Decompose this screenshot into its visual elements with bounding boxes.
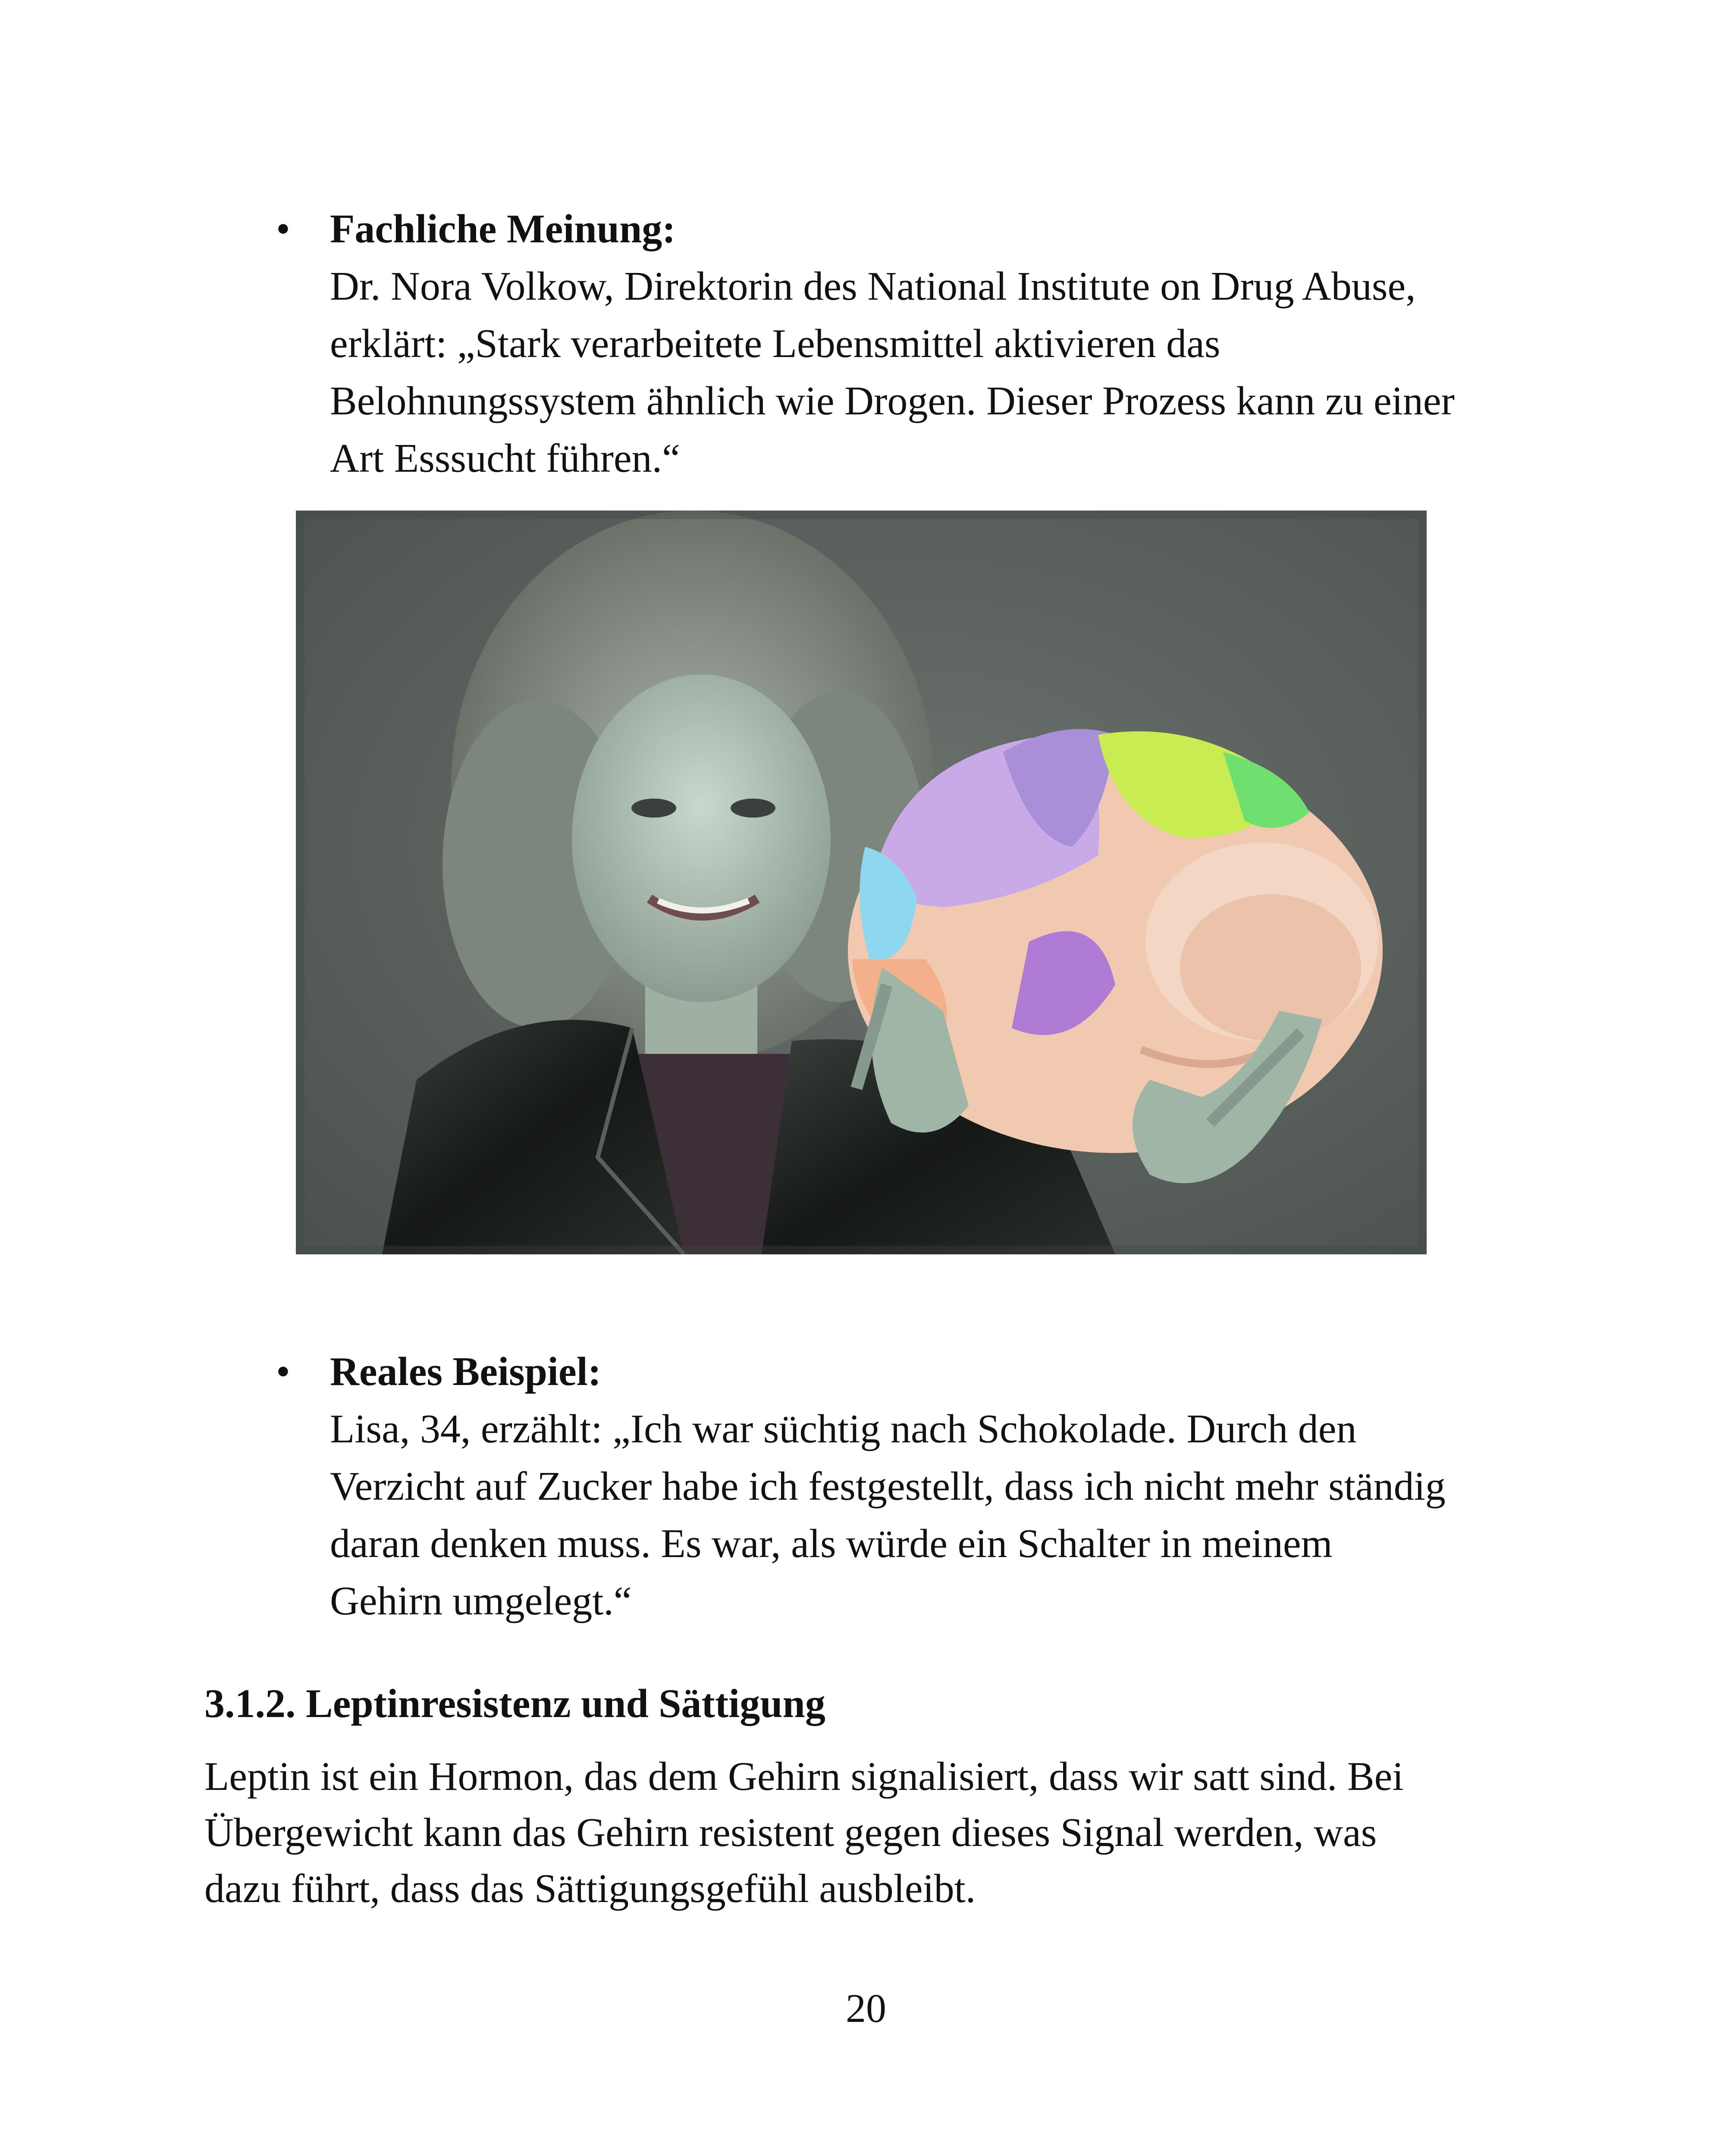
body-paragraph [204, 1749, 1498, 1917]
bullet-expert-opinion [276, 201, 1581, 487]
bullet-line: Verzicht auf Zucker habe ich festgestellt, dass ich nicht mehr ständig [330, 1464, 1446, 1509]
paragraph-line: Übergewicht kann das Gehirn resistent gegen dieses Signal werden, was [204, 1810, 1377, 1855]
photo-illustration [296, 511, 1427, 1254]
photo-woman-holding-brain-model [296, 511, 1427, 1254]
section-heading: 3.1.2. Leptinresistenz und Sättigung [204, 1681, 825, 1726]
bullet-real-example [276, 1343, 1581, 1630]
paragraph-line: dazu führt, dass das Sättigungsgefühl ausbleibt. [204, 1866, 976, 1911]
page-number: 20 [846, 1986, 886, 2031]
bullet-marker: • [276, 1349, 290, 1394]
bullet-line: Lisa, 34, erzählt: „Ich war süchtig nach Schokolade. Durch den [330, 1407, 1357, 1451]
bullet-marker: • [276, 207, 290, 251]
bullet-title: Fachliche Meinung: [330, 207, 676, 251]
bullet-line: erklärt: „Stark verarbeitete Lebensmittel aktivieren das [330, 321, 1221, 366]
bullet-line: Art Esssucht führen.“ [330, 436, 680, 481]
bullet-line: Dr. Nora Volkow, Direktorin des National Institute on Drug Abuse, [330, 264, 1416, 309]
bullet-line: Belohnungssystem ähnlich wie Drogen. Dieser Prozess kann zu einer [330, 379, 1455, 423]
bullet-line: daran denken muss. Es war, als würde ein Schalter in meinem [330, 1521, 1333, 1566]
bullet-title: Reales Beispiel: [330, 1349, 602, 1394]
paragraph-line: Leptin ist ein Hormon, das dem Gehirn signalisiert, dass wir satt sind. Bei [204, 1754, 1404, 1799]
bullet-line: Gehirn umgelegt.“ [330, 1579, 632, 1623]
